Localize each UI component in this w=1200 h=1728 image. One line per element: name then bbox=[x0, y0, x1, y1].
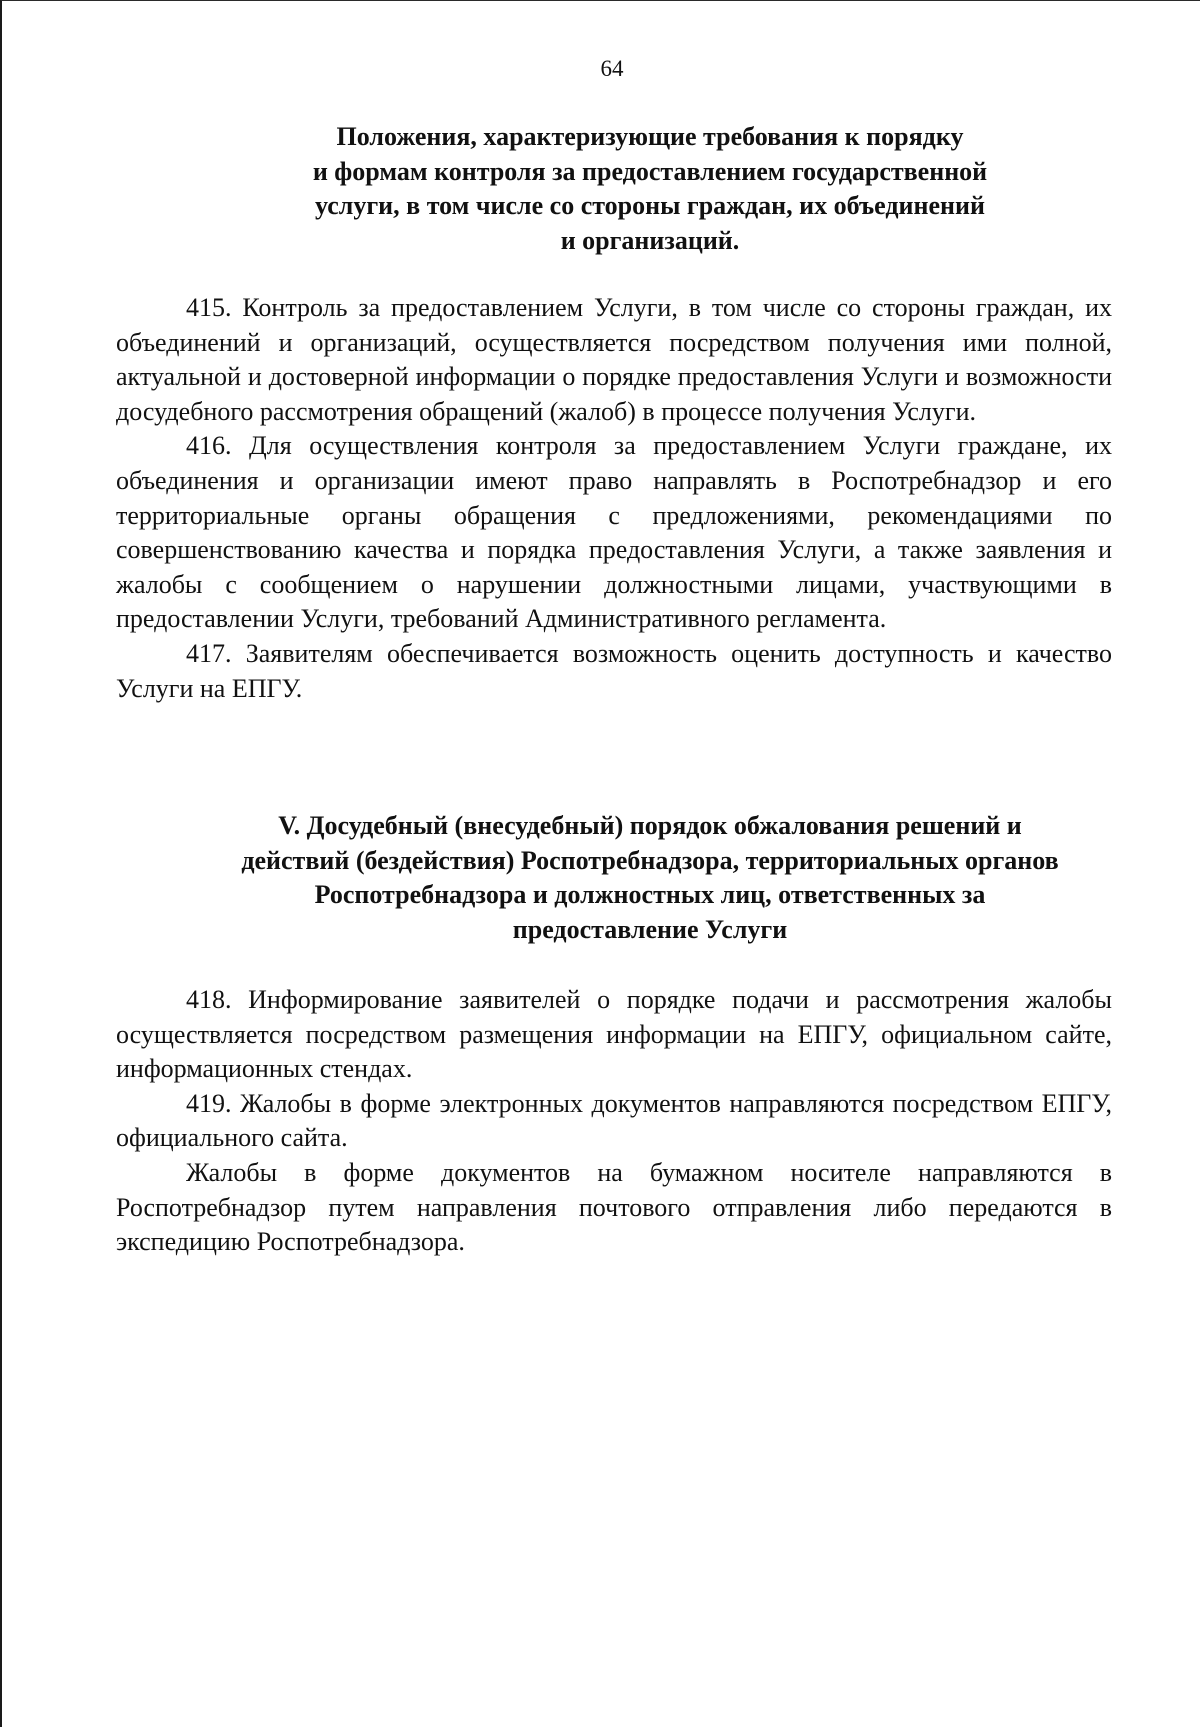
section-body-appeal bbox=[116, 983, 1112, 1260]
heading-line: действий (бездействия) Роспотребнадзора, территориальных органов bbox=[241, 845, 1059, 875]
heading-line: V. Досудебный (внесудебный) порядок обжалования решений и bbox=[278, 811, 1022, 840]
paragraph-419-cont: Жалобы в форме документов на бумажном носителе направляются в Роспотребнадзор путем направления почтового отправления либо передаются в экспедицию Роспотребнадзора. bbox=[116, 1157, 1112, 1257]
section-heading-appeal bbox=[160, 809, 1140, 947]
section-body-control bbox=[116, 291, 1112, 706]
paragraph-416: 416. Для осуществления контроля за предоставлением Услуги граждане, их объединения и организации имеют право направлять в Роспотребнадзор и его территориальные органы обращения с предложениями, рекомендациями по совершенствованию качества и порядка предоставления Услуги, а также заявления и жалобы с сообщением о нарушении должностными лицами, участвующими в предоставлении Услуги, требований Административного регламента. bbox=[116, 431, 1112, 634]
section-heading-control bbox=[200, 120, 1100, 258]
page-number: 64 bbox=[600, 56, 624, 81]
heading-line: предоставление Услуги bbox=[512, 914, 788, 944]
heading-line: Роспотребнадзора и должностных лиц, ответственных за bbox=[314, 880, 986, 909]
heading-line: и организаций. bbox=[560, 225, 740, 255]
heading-line: услуги, в том числе со стороны граждан, их объединений bbox=[315, 191, 985, 220]
heading-line: и формам контроля за предоставлением государственной bbox=[312, 156, 988, 186]
paragraph-419: 419. Жалобы в форме электронных документов направляются посредством ЕПГУ, официального сайта. bbox=[116, 1088, 1112, 1153]
paragraph-418: 418. Информирование заявителей о порядке подачи и рассмотрения жалобы осуществляется посредством размещения информации на ЕПГУ, официальном сайте, информационных стендах. bbox=[116, 985, 1112, 1084]
paragraph-417: 417. Заявителям обеспечивается возможность оценить доступность и качество Услуги на ЕПГУ. bbox=[116, 638, 1112, 703]
paragraph-415: 415. Контроль за предоставлением Услуги, в том числе со стороны граждан, их объединений и организаций, осуществляется посредством получения ими полной, актуальной и достоверной информации о порядке предоставления Услуги и возможности досудебного рассмотрения обращений (жалоб) в процессе получения Услуги. bbox=[116, 293, 1112, 426]
heading-line: Положения, характеризующие требования к порядку bbox=[336, 122, 964, 151]
